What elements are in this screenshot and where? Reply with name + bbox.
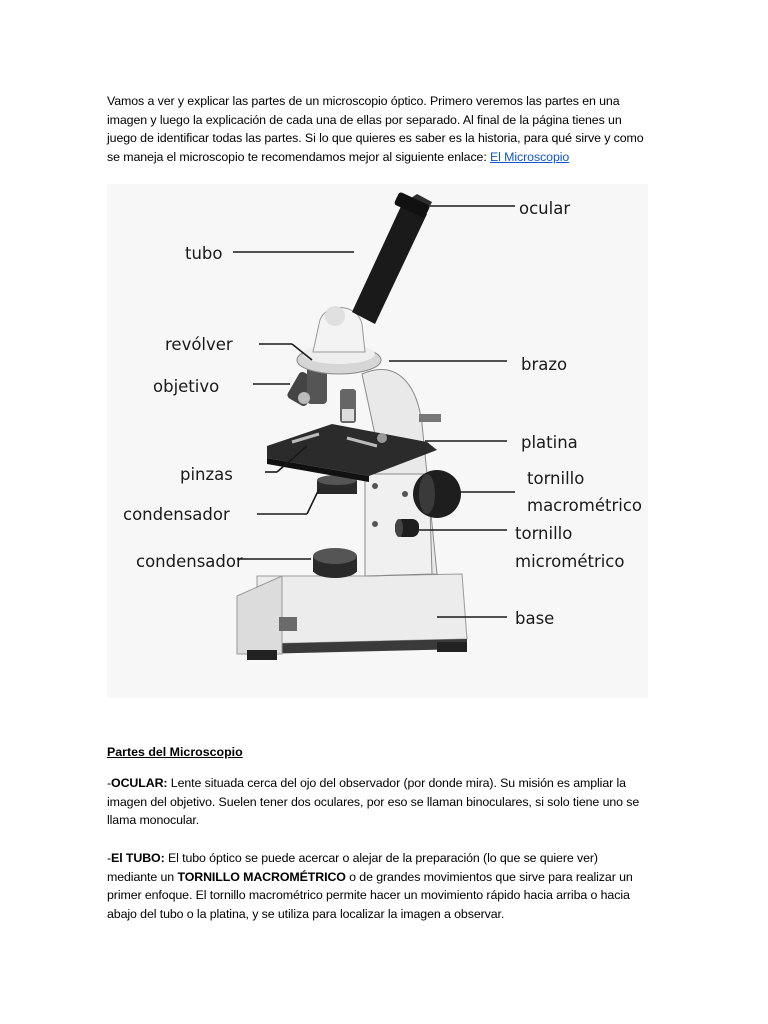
label-base: base — [515, 609, 555, 628]
ocular-line-3: llama monocular. — [107, 813, 200, 827]
tubo-line-4: abajo del tubo o la platina, y se utiliza para localizar la imagen a observar. — [107, 906, 505, 921]
coarse-knob-part — [413, 470, 461, 518]
label-revolver: revólver — [165, 335, 233, 354]
intro-line-1: Vamos a ver y explicar las partes de un microscopio óptico. Primero veremos las partes en una — [107, 94, 620, 108]
label-tornillo-micro-2: micrométrico — [515, 552, 625, 571]
label-objetivo: objetivo — [153, 377, 220, 396]
fine-knob-part — [395, 519, 419, 537]
tubo-term: El TUBO: — [111, 851, 165, 865]
tubo-line-2-post: o de grandes movimientos que sirve para realizar un — [345, 869, 633, 884]
label-tornillo-macro-1: tornillo — [527, 469, 585, 488]
microscope-illustration — [107, 184, 648, 698]
tubo-line-1 — [107, 849, 667, 868]
tornillo-macrometrico-term: TORNILLO MACROMÉTRICO — [177, 869, 346, 884]
tubo-line-3: primer enfoque. El tornillo macrométrico permite hacer un movimiento rápido hacia arriba o hacia — [107, 888, 630, 902]
tubo-paragraph — [107, 849, 667, 923]
label-condensador-2: condensador — [136, 552, 243, 571]
section-heading: Partes del Microscopio — [107, 745, 243, 759]
label-tubo: tubo — [185, 244, 223, 263]
ocular-line-2: imagen del objetivo. Suelen tener dos oculares, por eso se llaman binoculares, si solo tiene uno se — [107, 794, 640, 809]
intro-line-4-text: se maneja el microscopio te recomendamos mejor al siguiente enlace: — [107, 149, 491, 164]
label-brazo: brazo — [521, 355, 568, 374]
lamp-part — [313, 548, 357, 578]
tubo-line-2 — [107, 868, 667, 887]
base-part — [237, 574, 467, 660]
intro-paragraph — [107, 92, 667, 166]
label-condensador-1: condensador — [123, 505, 230, 524]
tubo-prefix: - — [107, 851, 112, 865]
label-pinzas: pinzas — [180, 465, 233, 484]
ocular-paragraph — [107, 774, 667, 830]
label-tornillo-micro-1: tornillo — [515, 524, 573, 543]
label-tornillo-macro-2: macrométrico — [527, 496, 643, 515]
intro-line-2: imagen y luego la explicación de cada una de ellas por separado. Al final de la página tienes un — [107, 112, 622, 127]
label-platina: platina — [521, 433, 578, 452]
ocular-prefix: - — [107, 776, 112, 790]
label-ocular: ocular — [519, 199, 571, 218]
intro-line-3: juego de identificar todas las partes. Si lo que quieres es saber es la historia, para qué sirve y como — [107, 131, 644, 145]
microscopio-link[interactable]: El Microscopio — [490, 149, 570, 164]
tubo-line-2-pre: mediante un — [107, 869, 178, 884]
ocular-term: OCULAR: — [111, 776, 168, 790]
microscope-figure — [107, 184, 648, 698]
tubo-line-1-text: El tubo óptico se puede acercar o alejar de la preparación (lo que se quiere ver) — [164, 851, 598, 865]
ocular-line-1-text: Lente situada cerca del ojo del observador (por donde mira). Su misión es ampliar la — [167, 776, 626, 790]
intro-line-4 — [107, 148, 667, 167]
ocular-line-1 — [107, 774, 667, 793]
